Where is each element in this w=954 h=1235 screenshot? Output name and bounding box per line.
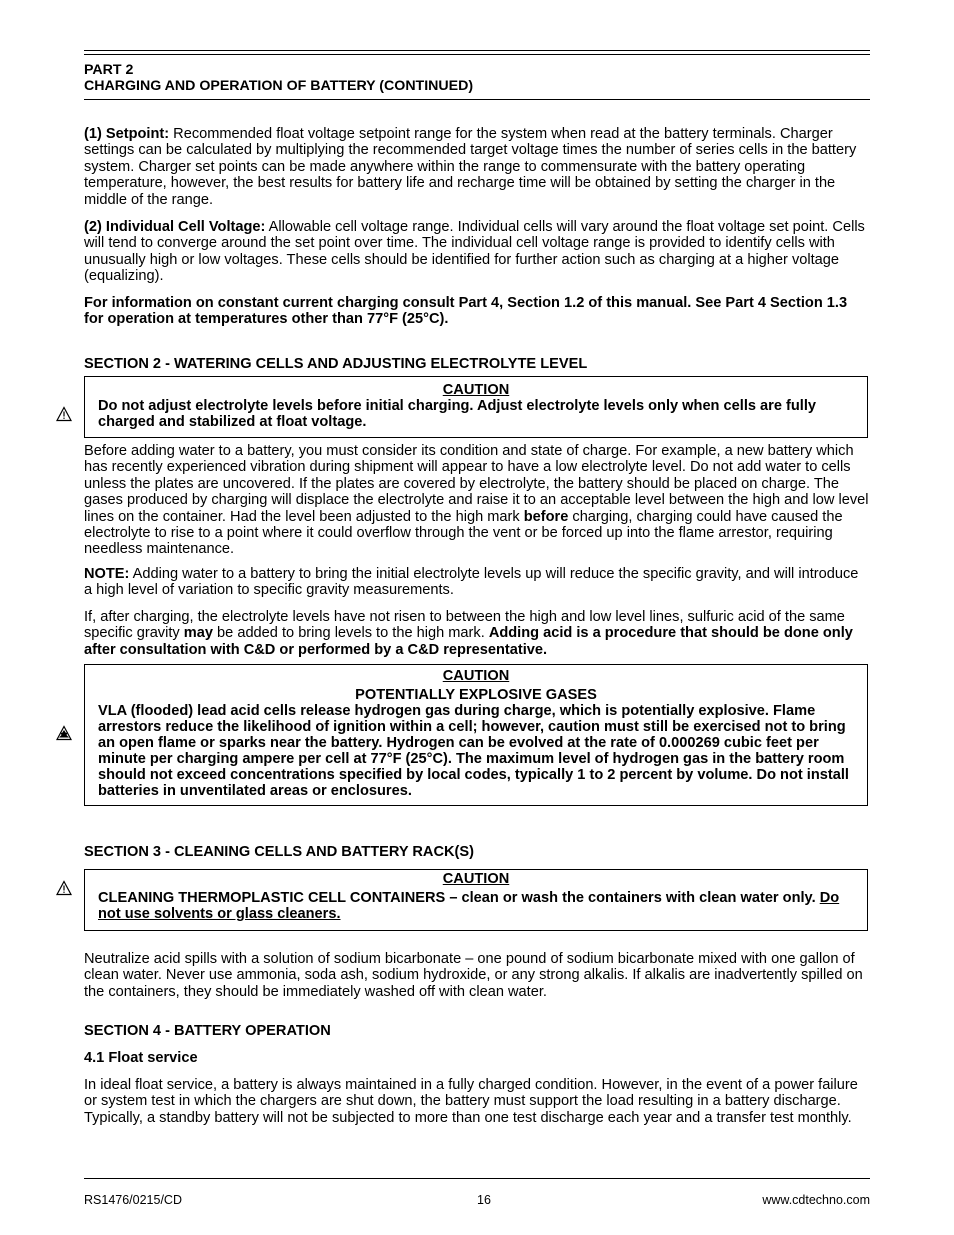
cell-voltage-text: Allowable cell voltage range. Individual cells will vary around the float voltage set point. Cells will tend to converge around the set point over time. The individual cell voltage range is provided to identify cells with unusually high or low voltages. These cells should be identified for further action such as charging at a higher voltage (equalizing). <box>84 219 865 285</box>
caution-box-cleaning <box>84 869 868 931</box>
cleaning-paragraph: Neutralize acid spills with a solution of sodium bicarbonate – one pound of sodium bicarbonate mixed with one gallon of clean water. Never use ammonia, soda ash, sodium hydroxide, or any strong alkalis. If alkalis are inadvertently spilled on the containers, they should be immediately washed off with clean water. <box>84 951 863 1000</box>
acid-text-b: be added to bring levels to the high mark. <box>212 625 489 642</box>
warning-icon <box>56 880 72 896</box>
note-text: Adding water to a battery to bring the initial electrolyte levels up will reduce the specific gravity, and will introduce a high level of variation to specific gravity measurements. <box>84 566 859 599</box>
caution-box-explosive-gases <box>84 664 868 806</box>
caution-text: VLA (flooded) lead acid cells release hydrogen gas during charge, which is potentially explosive. Flame arrestors reduce the likelihood of ignition within a cell; however, caution must still be exercised not to bring an open flame or sparks near the battery. Hydrogen can be evolved at the rate of 0.000269 cubic feet per minute per charging ampere per cell at 77°F (25°C). The maximum level of hydrogen gas in the battery room should not exceed concentrations specified by local codes, typically 1 to 2 percent by volume. Do not install batteries in unventilated areas or enclosures. <box>98 703 849 799</box>
caution-subtitle: POTENTIALLY EXPLOSIVE GASES <box>355 687 597 703</box>
watering-paragraph <box>84 443 870 558</box>
setpoint-text: Recommended float voltage setpoint range for the system when read at the battery terminals. Charger settings can be calculated by multiplying the recommended target voltage times the number of series cells in the battery system. Charger set points can be made anywhere within the range to commensurate with the battery operating temperature, however, the best results for battery life and recharge time will be obtained by setting the charger in the middle of the range. <box>84 126 857 208</box>
acid-text-a: If, after charging, the electrolyte levels have not risen to between the high and low level lines, sulfuric acid of the same specific gravity <box>84 609 845 642</box>
caution-text <box>85 890 867 922</box>
cell-voltage-label: (2) Individual Cell Voltage: <box>84 219 266 235</box>
part-label: PART 2 <box>84 62 134 78</box>
caution-title: CAUTION <box>442 668 510 684</box>
caution-box-electrolyte <box>84 376 868 438</box>
section-4-title: SECTION 4 - BATTERY OPERATION <box>84 1023 331 1039</box>
page-header <box>84 62 473 94</box>
explosion-warning-icon <box>56 725 72 741</box>
caution-title: CAUTION <box>442 871 510 887</box>
acid-text-may: may <box>183 625 213 642</box>
note-paragraph <box>84 566 870 599</box>
cell-voltage-paragraph <box>84 219 870 285</box>
caution-text-main: CLEANING THERMOPLASTIC CELL CONTAINERS – clean or wash the containers with clean water only. <box>98 890 820 906</box>
subsection-4-1-title: 4.1 Float service <box>84 1050 198 1066</box>
caution-title: CAUTION <box>442 382 510 398</box>
acid-paragraph <box>84 609 870 658</box>
section-3-title: SECTION 3 - CLEANING CELLS AND BATTERY RACK(S) <box>84 844 474 860</box>
watering-text-b: charging, charging could have caused the electrolyte to rise to a point where it could overflow through the vent or be forced up into the flame arrestor, requiring needless maintenance. <box>84 508 843 558</box>
header-rule-bottom <box>84 99 870 100</box>
setpoint-paragraph <box>84 126 870 208</box>
part-title: CHARGING AND OPERATION OF BATTERY (CONTINUED) <box>84 78 474 94</box>
footer-rule <box>84 1178 870 1179</box>
caution-text-underlined: Do not use solvents or glass cleaners. <box>98 890 840 922</box>
footer-page-number: 16 <box>477 1193 491 1207</box>
watering-text-bold: before <box>523 508 569 525</box>
warning-icon <box>56 406 72 422</box>
note-label: NOTE: <box>84 566 130 582</box>
section-2-title: SECTION 2 - WATERING CELLS AND ADJUSTING ELECTROLYTE LEVEL <box>84 356 588 372</box>
footer-doc-id: RS1476/0215/CD <box>84 1193 182 1207</box>
watering-text-a: Before adding water to a battery, you must consider its condition and state of charge. For example, a new battery which has recently experienced vibration during shipment will appear to have a low electrolyte level. Do not add water to cells unless the plates are uncovered. If the plates are covered by electrolyte, the battery should be placed on charge. The gases produced by charging will displace the electrolyte and raise it to an acceptable level between the high and low level lines on the container. Had the level been adjusted to the high mark <box>84 443 869 525</box>
setpoint-label: (1) Setpoint: <box>84 126 170 142</box>
caution-text: Do not adjust electrolyte levels before initial charging. Adjust electrolyte levels only when cells are fully charged and stabilized at float voltage. <box>98 398 817 430</box>
acid-text-bold: Adding acid is a procedure that should be done only after consultation with C&D or performed by a C&D representative. <box>84 625 853 658</box>
footer-website[interactable]: www.cdtechno.com <box>762 1193 870 1207</box>
header-rule-top <box>84 50 870 51</box>
header-rule-top-thin <box>84 54 870 55</box>
float-service-paragraph: In ideal float service, a battery is always maintained in a fully charged condition. However, in the event of a power failure or system test in which the chargers are shut down, the battery must support the load resulting in a battery discharge. Typically, a standby battery will not be subjected to more than one test discharge each year and a transfer test monthly. <box>84 1077 858 1126</box>
info-note: For information on constant current charging consult Part 4, Section 1.2 of this manual. See Part 4 Section 1.3 for operation at temperatures other than 77°F (25°C). <box>84 295 848 328</box>
